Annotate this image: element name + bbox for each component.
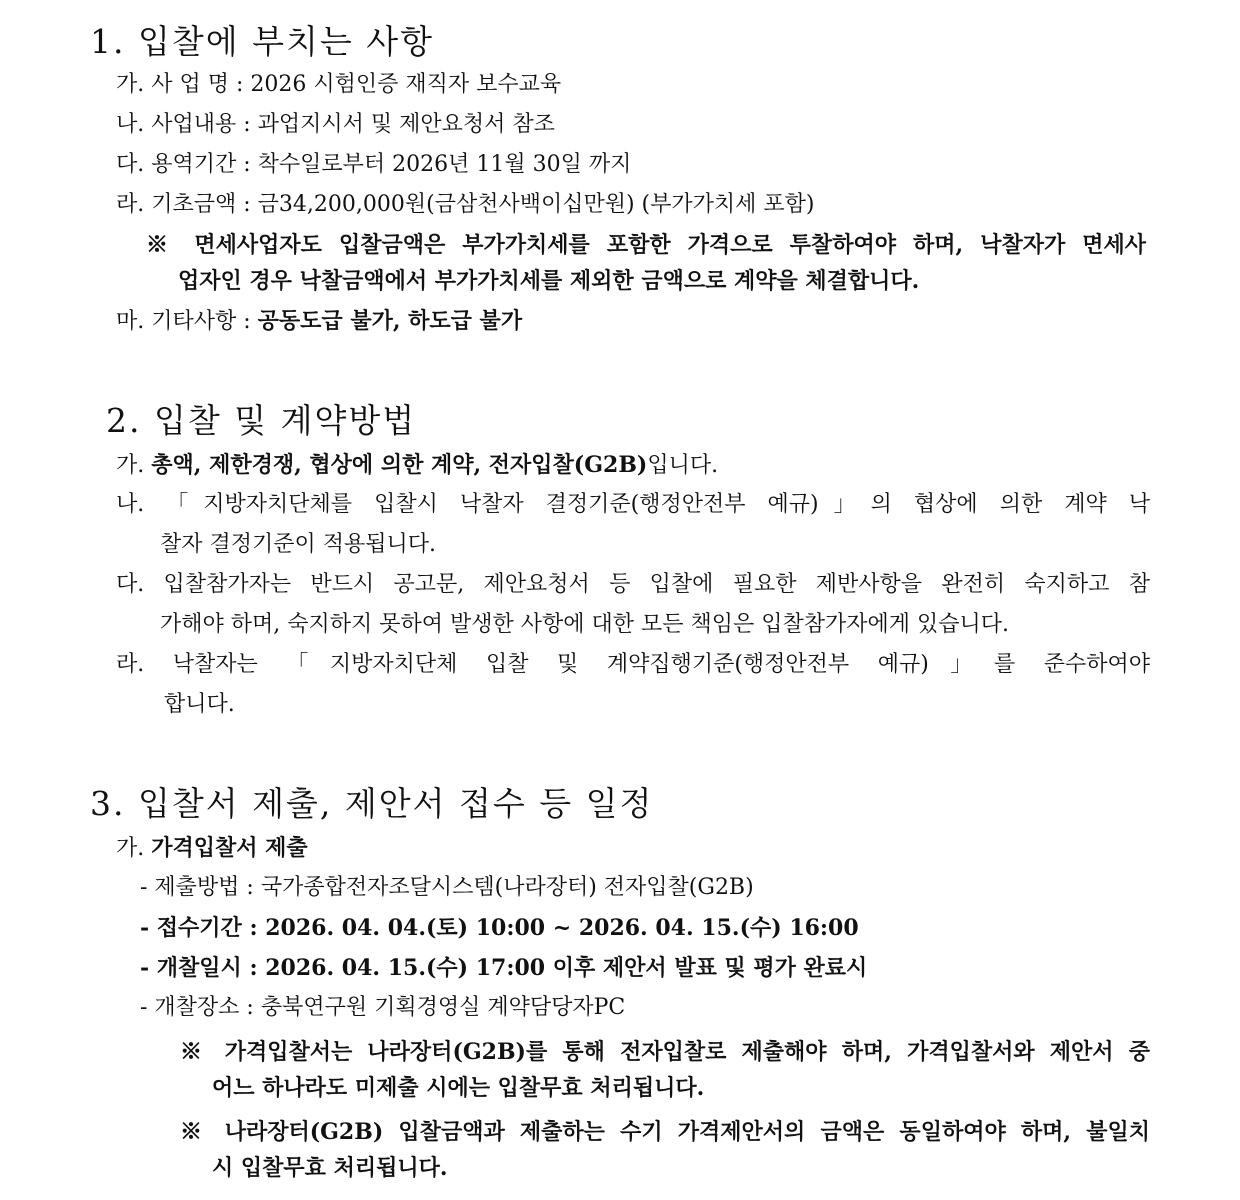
price-bid-prefix: 가. [116,836,152,861]
criteria-item-line-1: 나. 「지방자치단체를 입찰시 낙찰자 결정기준(행정안전부 예규)」의 협상에 의한 계약 낙 [116,492,1150,517]
compliance-item-line-1: 라. 낙찰자는 「지방자치단체 입찰 및 계약집행기준(행정안전부 예규)」를 준수하여야 [116,652,1150,677]
service-period-item: 다. 용역기간 : 착수일로부터 2026년 11월 30일 까지 [116,152,632,177]
contract-method-bold: 총액, 제한경쟁, 협상에 의한 계약, 전자입찰(G2B) [151,452,648,478]
submission-method: - 제출방법 : 국가종합전자조달시스템(나라장터) 전자입찰(G2B) [140,875,754,900]
section-3-heading: 3. 입찰서 제출, 제안서 접수 등 일정 [90,784,654,823]
project-name-item: 가. 사 업 명 : 2026 시험인증 재직자 보수교육 [116,72,562,97]
submission-note-1-line-1: ※ 가격입찰서는 나라장터(G2B)를 통해 전자입찰로 제출해야 하며, 가격입찰서와 제안서 중 [180,1039,1150,1065]
submission-note-2-line-2: 시 입찰무효 처리됩니다. [212,1155,448,1181]
compliance-item-line-2: 합니다. [164,692,235,717]
price-bid-subheading [116,833,308,864]
section-2-heading: 2. 입찰 및 계약방법 [106,401,417,440]
submission-note-1-line-2: 어느 하나라도 미제출 시에는 입찰무효 처리됩니다. [212,1075,705,1101]
submission-period: - 접수기간 : 2026. 04. 04.(토) 10:00 ~ 2026. 04. 15.(수) 16:00 [140,915,859,941]
opening-place: - 개찰장소 : 충북연구원 기획경영실 계약담당자PC [140,995,626,1020]
contract-method-item [116,450,718,481]
submission-note-2-line-1: ※ 나라장터(G2B) 입찰금액과 제출하는 수기 가격제안서의 금액은 동일하여야 하며, 불일치 [180,1119,1150,1145]
section-1-heading: 1. 입찰에 부치는 사항 [90,22,434,61]
base-amount-item: 라. 기초금액 : 금34,200,000원(금삼천사백이십만원) (부가가치세 포함) [116,192,815,217]
responsibility-item-line-2: 가해야 하며, 숙지하지 못하여 발생한 사항에 대한 모든 책임은 입찰참가자에게 있습니다. [160,612,1009,637]
price-bid-title: 가격입찰서 제출 [151,835,308,861]
responsibility-item-line-1: 다. 입찰참가자는 반드시 공고문, 제안요청서 등 입찰에 필요한 제반사항을 완전히 숙지하고 참 [116,572,1150,597]
misc-item [116,306,522,337]
contract-method-suffix: 입니다. [647,453,719,478]
contract-method-prefix: 가. [116,453,152,478]
misc-value: 공동도급 불가, 하도급 불가 [257,308,523,334]
opening-datetime: - 개찰일시 : 2026. 04. 15.(수) 17:00 이후 제안서 발표 및 평가 완료시 [140,955,868,981]
criteria-item-line-2: 찰자 결정기준이 적용됩니다. [160,532,437,557]
project-content-item: 나. 사업내용 : 과업지시서 및 제안요청서 참조 [116,112,555,137]
tax-note-line-2: 업자인 경우 낙찰금액에서 부가가치세를 제외한 금액으로 계약을 체결합니다. [178,268,920,294]
misc-label: 마. 기타사항 : [116,309,258,334]
tax-note-line-1: ※ 면세사업자도 입찰금액은 부가가치세를 포함한 가격으로 투찰하여야 하며, 낙찰자가 면세사 [146,232,1146,258]
